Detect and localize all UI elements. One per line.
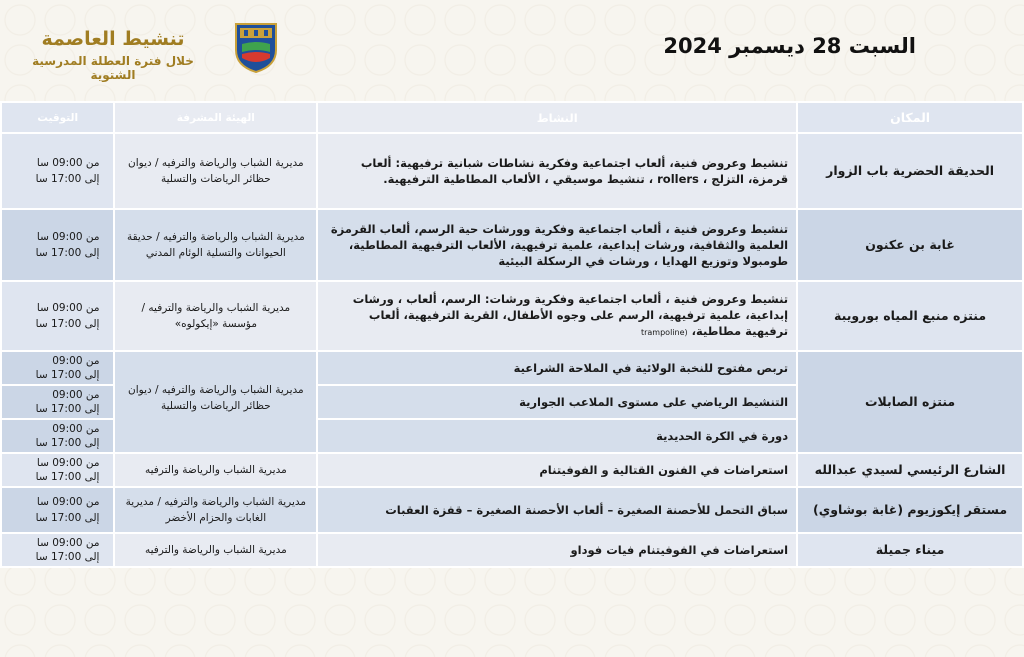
cell-time xyxy=(1,281,114,351)
cell-activity xyxy=(317,281,797,351)
table-row xyxy=(1,453,1023,487)
time-from: من 09:00 xyxy=(52,389,100,401)
cell-organizer: مديرية الشباب والرياضة والترفيه / مديرية الغابات والحزام الأخضر xyxy=(114,487,317,533)
brand-title: تنشيط العاصمة xyxy=(41,28,185,50)
time-from: من 09:00 سا xyxy=(36,457,100,469)
bottom-background xyxy=(0,571,1024,657)
algiers-emblem-icon xyxy=(232,20,280,74)
cell-time xyxy=(1,385,114,419)
time-to: إلى 17:00 سا xyxy=(35,403,100,415)
table-row xyxy=(1,487,1023,533)
cell-time xyxy=(1,209,114,281)
cell-activity: تربص مفتوح للنخبة الولائية في الملاحة الشراعية xyxy=(317,351,797,385)
time-to: إلى 17:00 سا xyxy=(35,318,100,330)
cell-time xyxy=(1,487,114,533)
time-from: من 09:00 سا xyxy=(36,302,100,314)
cell-time xyxy=(1,133,114,209)
cell-place: منتزه منبع المياه بورويبة xyxy=(797,281,1023,351)
brand-block xyxy=(8,28,218,82)
column-header-time: التوقيت xyxy=(1,102,114,133)
table-row xyxy=(1,351,1023,385)
cell-activity: سباق التحمل للأحصنة الصغيرة – ألعاب الأحصنة الصغيرة – قفزة العقبات xyxy=(317,487,797,533)
time-to: إلى 17:00 سا xyxy=(35,247,100,259)
cell-activity: التنشيط الرياضي على مستوى الملاعب الجوارية xyxy=(317,385,797,419)
cell-time xyxy=(1,419,114,453)
cell-place: مستقر إيكوزيوم (غابة بوشاوي) xyxy=(797,487,1023,533)
time-to: إلى 17:00 سا xyxy=(35,173,100,185)
cell-place: الشارع الرئيسي لسيدي عبدالله xyxy=(797,453,1023,487)
cell-organizer: مديرية الشباب والرياضة والترفيه / ديوان حظائر الرياضات والتسلية xyxy=(114,351,317,453)
time-to: إلى 17:00 سا xyxy=(35,551,100,563)
table-row xyxy=(1,133,1023,209)
time-to: إلى 17:00 سا xyxy=(35,471,100,483)
table-row xyxy=(1,281,1023,351)
table-row xyxy=(1,533,1023,567)
schedule-table xyxy=(0,101,1024,568)
time-to: إلى 17:00 سا xyxy=(35,437,100,449)
cell-organizer: مديرية الشباب والرياضة والترفيه / حديقة الحيوانات والتسلية الوئام المدني xyxy=(114,209,317,281)
cell-activity: استعراضات في الفنون القتالية و الفوفيتنام xyxy=(317,453,797,487)
column-header-activity: النشاط xyxy=(317,102,797,133)
time-from: من 09:00 سا xyxy=(36,231,100,243)
page-date: السبت 28 ديسمبر 2024 xyxy=(663,34,916,58)
cell-time xyxy=(1,453,114,487)
time-from: من 09:00 سا xyxy=(36,496,100,508)
cell-place: ميناء جميلة xyxy=(797,533,1023,567)
time-from: من 09:00 سا xyxy=(36,537,100,549)
cell-time xyxy=(1,533,114,567)
brand-subtitle: خلال فترة العطلة المدرسية الشتوية xyxy=(32,54,194,82)
cell-activity: تنشيط وعروض فنية، ألعاب اجتماعية وفكرية نشاطات شبانية ترفيهية: ألعاب قرمزة، التزلج ، rollers ، تنشيط موسيقي ، الألعاب المطاطية الترفيهية. xyxy=(317,133,797,209)
column-header-place: المكان xyxy=(797,102,1023,133)
cell-organizer: مديرية الشباب والرياضة والترفيه xyxy=(114,533,317,567)
table-row xyxy=(1,209,1023,281)
cell-time xyxy=(1,351,114,385)
cell-place: الحديقة الحضرية باب الزوار xyxy=(797,133,1023,209)
column-header-organizer: الهيئة المشرفة xyxy=(114,102,317,133)
cell-organizer: مديرية الشباب والرياضة والترفيه xyxy=(114,453,317,487)
cell-activity: دورة في الكرة الحديدية xyxy=(317,419,797,453)
activity-text: تنشيط وعروض فنية ، ألعاب اجتماعية وفكرية ورشات: الرسم، ألعاب ، ورشات إبداعية، علمية ترفيهية، الرسم على وجوه الأطفال، القرية الترفيهية، ألعاب ترفيهية مطاطية، xyxy=(352,292,789,338)
time-from: من 09:00 xyxy=(52,423,100,435)
time-to: إلى 17:00 سا xyxy=(35,369,100,381)
cell-activity: تنشيط وعروض فنية ، ألعاب اجتماعية وفكرية وورشات حية الرسم، ألعاب القرمزة العلمية والثقافية، ورشات إبداعية، علمية ترفيهية، الألعاب الترفيهية المطاطية، طومبولا وتوزيع الهدايا ، ورشات في الرسكلة البيئية xyxy=(317,209,797,281)
activity-note: (trampoline xyxy=(640,328,688,337)
time-from: من 09:00 xyxy=(52,355,100,367)
time-to: إلى 17:00 سا xyxy=(35,512,100,524)
table-header-row xyxy=(1,102,1023,133)
cell-organizer: مديرية الشباب والرياضة والترفيه / ديوان حظائر الرياضات والتسلية xyxy=(114,133,317,209)
page-header xyxy=(0,0,1024,95)
cell-organizer: مديرية الشباب والرياضة والترفيه / مؤسسة «إيكولوه» xyxy=(114,281,317,351)
cell-place: منتزه الصابلات xyxy=(797,351,1023,453)
cell-place: غابة بن عكنون xyxy=(797,209,1023,281)
time-from: من 09:00 سا xyxy=(36,157,100,169)
cell-activity: استعراضات في الفوفيتنام فيات فوداو xyxy=(317,533,797,567)
